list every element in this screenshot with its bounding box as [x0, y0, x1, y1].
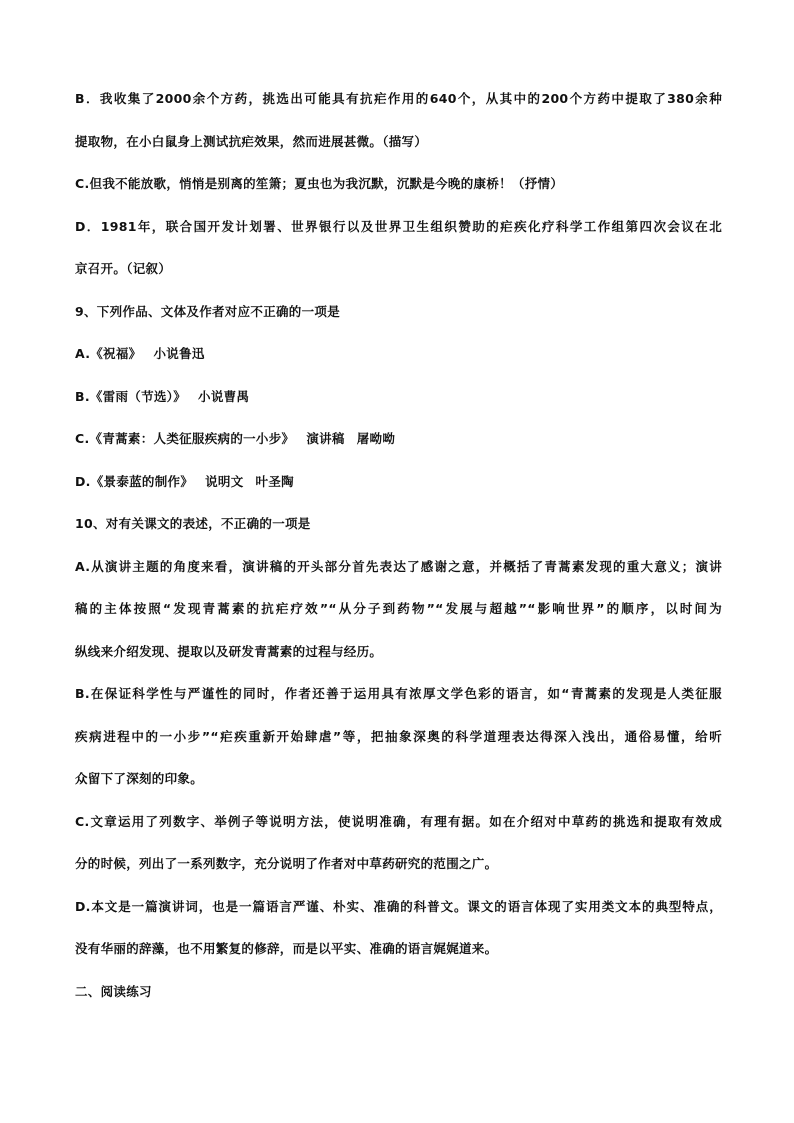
q10-option-c-line-1: C.文章运用了列数字、举例子等说明方法，使说明准确，有理有据。如在介绍对中草药的挑选和提取有效成	[75, 813, 722, 829]
q9-option-c-author: 屠呦呦	[356, 431, 396, 446]
q9-option-b-genre: 小说	[198, 388, 224, 404]
question-10-stem: 10、对有关课文的表述，不正确的一项是	[75, 516, 311, 531]
q10-option-b-line-1: B.在保证科学性与严谨性的同时，作者还善于运用具有浓厚文学色彩的语言，如“青蒿素的发现是人类征服	[75, 686, 722, 701]
q10-option-a-line-2: 稿的主体按照“发现青蒿素的抗疟疗效”“从分子到药物”“发展与超越”“影响世界”的顺序，以时间为	[75, 601, 722, 616]
q9-option-c	[75, 418, 722, 461]
q9-option-c-title: C.《青蒿素：人类征服疾病的一小步》	[75, 431, 295, 446]
q8-option-d-line-1: D．1981年，联合国开发计划署、世界银行以及世界卫生组织赞助的疟疾化疗科学工作组第四次会议在北	[75, 218, 722, 234]
q9-option-b	[75, 376, 722, 419]
q9-option-a-author: 鲁迅	[179, 346, 205, 361]
q9-option-c-genre: 演讲稿	[306, 431, 345, 446]
q9-option-a-title: A.《祝福》	[75, 346, 142, 361]
q8-option-d-line-2: 京召开。（记叙）	[75, 261, 172, 276]
question-9-stem: 9、下列作品、文体及作者对应不正确的一项是	[75, 303, 340, 319]
section-two-heading: 二、阅读练习	[75, 983, 152, 999]
q9-option-a	[75, 333, 722, 376]
q9-option-b-title: B.《雷雨（节选）》	[75, 388, 187, 404]
q9-option-d	[75, 461, 722, 504]
q8-option-b-line-1: B．我收集了2000余个方药，挑选出可能具有抗疟作用的640个，从其中的200个方药中提取了380余种	[75, 91, 722, 106]
q8-option-b-line-2: 提取物，在小白鼠身上测试抗疟效果，然而进展甚微。（描写）	[75, 133, 428, 149]
q10-option-b-line-3: 众留下了深刻的印象。	[75, 771, 204, 786]
q9-option-d-author: 叶圣陶	[255, 473, 294, 489]
q10-option-b-line-2: 疾病进程中的一小步”“疟疾重新开始肆虐”等，把抽象深奥的科学道理表达得深入浅出，通俗易懂，给听	[75, 728, 722, 744]
q10-option-c-line-2: 分的时候，列出了一系列数字，充分说明了作者对中草药研究的范围之广。	[75, 856, 498, 871]
q10-option-d-line-2: 没有华丽的辞藻，也不用繁复的修辞，而是以平实、准确的语言娓娓道来。	[75, 941, 498, 956]
q10-option-a-line-3: 纵线来介绍发现、提取以及研发青蒿素的过程与经历。	[75, 643, 383, 659]
q9-option-d-genre: 说明文	[205, 473, 244, 489]
q9-option-b-author: 曹禺	[223, 388, 250, 404]
q9-option-a-genre: 小说	[153, 346, 180, 361]
q10-option-d-line-1: D.本文是一篇演讲词，也是一篇语言严谨、朴实、准确的科普文。课文的语言体现了实用类文本的典型特点，	[75, 898, 722, 914]
q9-option-d-title: D.《景泰蓝的制作》	[75, 473, 194, 489]
q8-option-c: C.但我不能放歌，悄悄是别离的笙箫；夏虫也为我沉默，沉默是今晚的康桥！（抒情）	[75, 176, 564, 191]
q10-option-a-line-1: A.从演讲主题的角度来看，演讲稿的开头部分首先表达了感谢之意，并概括了青蒿素发现的重大意义；演讲	[75, 558, 722, 574]
